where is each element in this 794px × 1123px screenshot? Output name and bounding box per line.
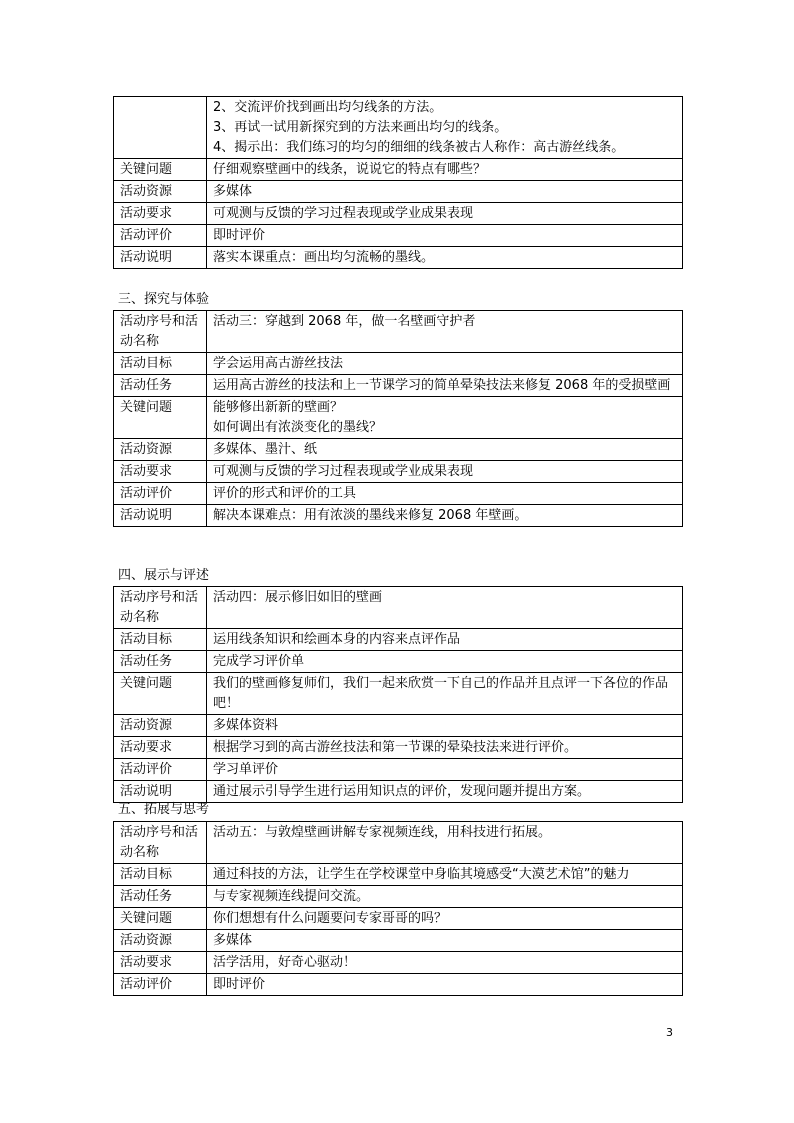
section-heading-extend: 五、拓展与思考 <box>118 802 210 817</box>
content-line: 2、交流评价找到画出均匀线条的方法。 <box>213 100 443 115</box>
row-label: 关键问题 <box>114 908 207 930</box>
content-line: 活动五：与敦煌壁画讲解专家视频连线，用科技进行拓展。 <box>213 825 552 840</box>
table-row <box>114 397 683 439</box>
table-row <box>114 886 683 908</box>
row-content <box>207 311 683 353</box>
row-content <box>207 439 683 461</box>
row-label: 活动说明 <box>114 781 207 803</box>
row-label: 活动资源 <box>114 439 207 461</box>
row-content <box>207 952 683 974</box>
table-row <box>114 651 683 673</box>
section-heading-explore: 三、探究与体验 <box>118 292 210 307</box>
table-row <box>114 353 683 375</box>
row-content <box>207 908 683 930</box>
table-row <box>114 505 683 527</box>
content-line: 学习单评价 <box>213 762 279 777</box>
activity-table-5 <box>113 821 683 996</box>
content-line: 完成学习评价单 <box>213 654 305 669</box>
content-line: 多媒体 <box>213 933 253 948</box>
row-content <box>207 781 683 803</box>
row-label: 活动任务 <box>114 375 207 397</box>
content-line: 多媒体 <box>213 184 253 199</box>
content-line: 3、再试一试用新探究到的方法来画出均匀的线条。 <box>213 120 508 135</box>
row-label: 活动序号和活动名称 <box>114 822 207 864</box>
row-label: 活动任务 <box>114 886 207 908</box>
table-row <box>114 864 683 886</box>
content-line: 可观测与反馈的学习过程表现或学业成果表现 <box>213 206 474 221</box>
table-row <box>114 247 683 269</box>
content-line: 活学活用，好奇心驱动！ <box>213 955 357 970</box>
row-content <box>207 203 683 225</box>
row-content <box>207 353 683 375</box>
table-row <box>114 159 683 181</box>
row-content <box>207 97 683 159</box>
row-label: 活动目标 <box>114 629 207 651</box>
row-content <box>207 629 683 651</box>
activity-table-4 <box>113 586 683 803</box>
row-label: 活动目标 <box>114 353 207 375</box>
row-label <box>114 97 207 159</box>
row-label: 活动说明 <box>114 247 207 269</box>
row-label: 活动资源 <box>114 715 207 737</box>
row-label: 活动评价 <box>114 225 207 247</box>
table-row <box>114 483 683 505</box>
content-line: 你们想想有什么问题要问专家哥哥的吗？ <box>213 911 448 926</box>
row-content <box>207 673 683 715</box>
row-content <box>207 159 683 181</box>
row-content <box>207 737 683 759</box>
row-label: 活动要求 <box>114 461 207 483</box>
row-content <box>207 759 683 781</box>
content-line: 仔细观察壁画中的线条，说说它的特点有哪些？ <box>213 162 487 177</box>
content-line: 学会运用高古游丝技法 <box>213 356 344 371</box>
content-line: 根据学习到的高古游丝技法和第一节课的晕染技法来进行评价。 <box>213 740 578 755</box>
row-content <box>207 505 683 527</box>
table-row <box>114 375 683 397</box>
row-content <box>207 397 683 439</box>
content-line: 通过科技的方法，让学生在学校课堂中身临其境感受“大漠艺术馆”的魅力 <box>213 867 630 882</box>
content-line: 评价的形式和评价的工具 <box>213 486 357 501</box>
content-line: 我们的壁画修复师们，我们一起来欣赏一下自己的作品并且点评一下各位的作品吧！ <box>213 676 669 711</box>
table-row <box>114 225 683 247</box>
row-label: 活动要求 <box>114 203 207 225</box>
table-row <box>114 930 683 952</box>
table-row <box>114 629 683 651</box>
row-content <box>207 461 683 483</box>
row-content <box>207 483 683 505</box>
row-label: 活动资源 <box>114 181 207 203</box>
row-label: 关键问题 <box>114 397 207 439</box>
activity-table-2-continued <box>113 96 683 269</box>
content-line: 运用高古游丝的技法和上一节课学习的简单晕染技法来修复 2068 年的受损壁画 <box>213 378 671 393</box>
content-line: 与专家视频连线提问交流。 <box>213 889 370 904</box>
content-line: 如何调出有浓淡变化的墨线？ <box>213 420 383 435</box>
row-label: 活动说明 <box>114 505 207 527</box>
table-row <box>114 439 683 461</box>
table-row <box>114 715 683 737</box>
table-row <box>114 461 683 483</box>
table-row <box>114 952 683 974</box>
row-label: 活动要求 <box>114 737 207 759</box>
row-content <box>207 375 683 397</box>
activity-table-3 <box>113 310 683 527</box>
table-row <box>114 311 683 353</box>
row-content <box>207 247 683 269</box>
content-line: 活动三：穿越到 2068 年，做一名壁画守护者 <box>213 314 476 329</box>
table-row <box>114 203 683 225</box>
table-row <box>114 908 683 930</box>
row-content <box>207 587 683 629</box>
content-line: 能够修出新新的壁画？ <box>213 400 344 415</box>
section-heading-display: 四、展示与评述 <box>118 568 210 583</box>
content-line: 落实本课重点：画出均匀流畅的墨线。 <box>213 250 435 265</box>
page-number: 3 <box>666 1026 673 1039</box>
row-content <box>207 930 683 952</box>
row-content <box>207 864 683 886</box>
table-row <box>114 822 683 864</box>
table-row <box>114 759 683 781</box>
content-line: 多媒体、墨汁、纸 <box>213 442 318 457</box>
table-row <box>114 587 683 629</box>
table-row <box>114 737 683 759</box>
row-label: 活动资源 <box>114 930 207 952</box>
content-line: 多媒体资料 <box>213 718 279 733</box>
content-line: 4、揭示出：我们练习的均匀的细细的线条被古人称作：高古游丝线条。 <box>213 140 625 155</box>
row-label: 活动要求 <box>114 952 207 974</box>
content-line: 运用线条知识和绘画本身的内容来点评作品 <box>213 632 461 647</box>
content-line: 解决本课难点：用有浓淡的墨线来修复 2068 年壁画。 <box>213 508 528 523</box>
row-label: 活动任务 <box>114 651 207 673</box>
row-content <box>207 974 683 996</box>
table-row <box>114 97 683 159</box>
table-row <box>114 181 683 203</box>
content-line: 可观测与反馈的学习过程表现或学业成果表现 <box>213 464 474 479</box>
row-content <box>207 651 683 673</box>
row-label: 活动目标 <box>114 864 207 886</box>
row-content <box>207 225 683 247</box>
row-label: 关键问题 <box>114 159 207 181</box>
row-label: 关键问题 <box>114 673 207 715</box>
content-line: 即时评价 <box>213 977 266 992</box>
row-label: 活动评价 <box>114 759 207 781</box>
content-line: 即时评价 <box>213 228 266 243</box>
row-label: 活动评价 <box>114 974 207 996</box>
row-content <box>207 181 683 203</box>
table-row <box>114 673 683 715</box>
table-row <box>114 974 683 996</box>
row-label: 活动评价 <box>114 483 207 505</box>
row-content <box>207 886 683 908</box>
row-content <box>207 715 683 737</box>
content-line: 通过展示引导学生进行运用知识点的评价，发现问题并提出方案。 <box>213 784 591 799</box>
row-label: 活动序号和活动名称 <box>114 311 207 353</box>
row-content <box>207 822 683 864</box>
row-label: 活动序号和活动名称 <box>114 587 207 629</box>
content-line: 活动四：展示修旧如旧的壁画 <box>213 590 383 605</box>
